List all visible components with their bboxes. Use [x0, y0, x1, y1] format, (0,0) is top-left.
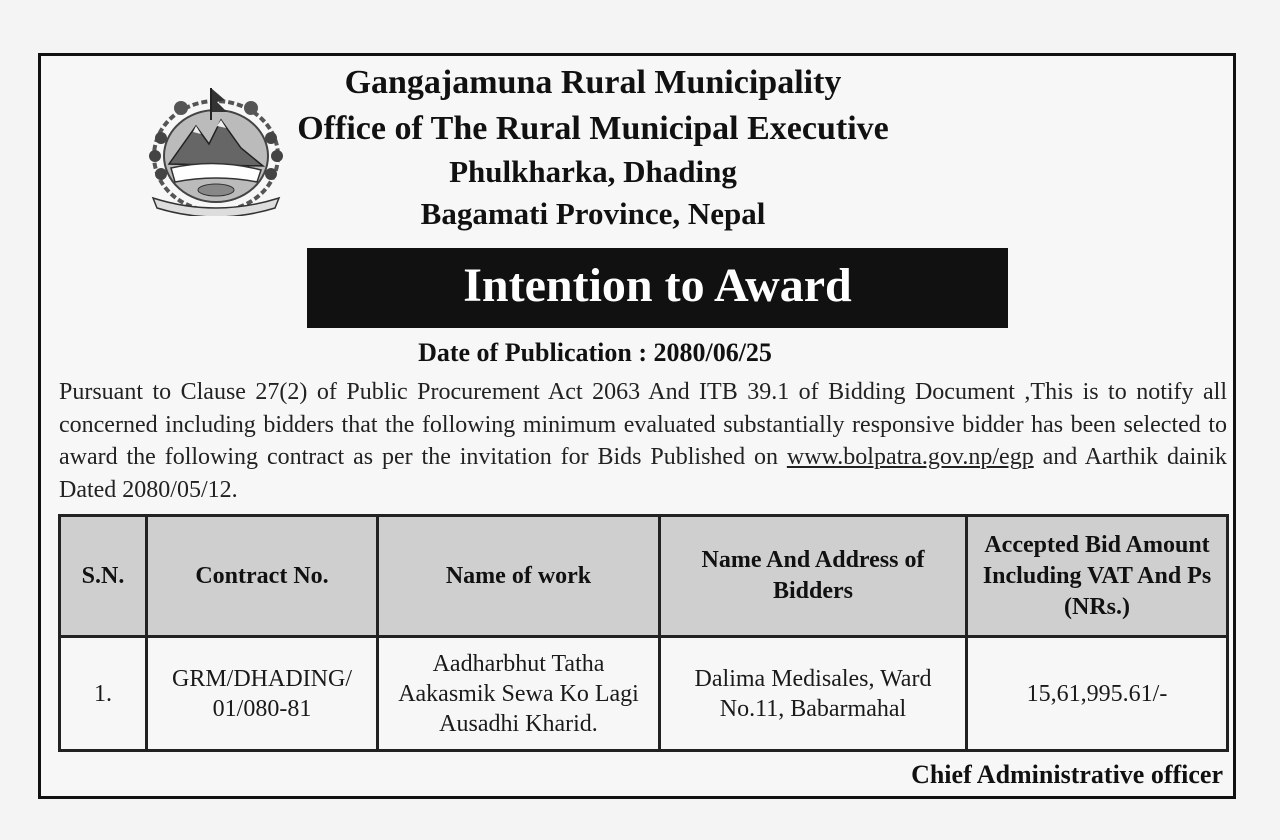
- cell-amount: 15,61,995.61/-: [967, 637, 1228, 751]
- publication-date: Date of Publication : 2080/06/25: [418, 338, 772, 367]
- header-contract-no: Contract No.: [147, 516, 378, 637]
- notice-page: [38, 53, 1236, 799]
- signatory-title: Chief Administrative officer: [911, 760, 1223, 789]
- header-bidder: Name And Address of Bidders: [660, 516, 967, 637]
- header-name-of-work: Name of work: [378, 516, 660, 637]
- notice-body: [59, 376, 1227, 506]
- table-header-row: [60, 516, 1228, 637]
- award-table: [58, 514, 1229, 752]
- office-location: Phulkharka, Dhading: [449, 154, 737, 189]
- table-row: [60, 637, 1228, 751]
- cell-sn: 1.: [60, 637, 147, 751]
- municipality-name: Gangajamuna Rural Municipality: [344, 64, 842, 101]
- cell-bidder: Dalima Medisales, Ward No.11, Babarmahal: [660, 637, 967, 751]
- body-text-start: Pursuant to Clause 27(2) of Public Procurement Act 2063 And ITB 39.1 of Bidding Document ,This is to notify all concerned including bidders that the following minimum evaluated substantially responsive bidder has been selected to award the following contract as per the invitation for Bids Published on: [59, 379, 1227, 470]
- bolpatra-link[interactable]: www.bolpatra.gov.np/egp: [786, 444, 1034, 470]
- body-text-end: and Aarthik dainik Dated 2080/05/12.: [59, 444, 1227, 503]
- header-sn: S.N.: [60, 516, 147, 637]
- cell-name-of-work: Aadharbhut Tatha Aakasmik Sewa Ko Lagi Ausadhi Kharid.: [378, 637, 660, 751]
- office-name: Office of The Rural Municipal Executive: [297, 110, 889, 147]
- province-country: Bagamati Province, Nepal: [420, 196, 766, 231]
- cell-contract-no: GRM/DHADING/ 01/080-81: [147, 637, 378, 751]
- notice-title: Intention to Award: [307, 248, 1008, 328]
- header-amount: Accepted Bid Amount Including VAT And Ps (NRs.): [967, 516, 1228, 637]
